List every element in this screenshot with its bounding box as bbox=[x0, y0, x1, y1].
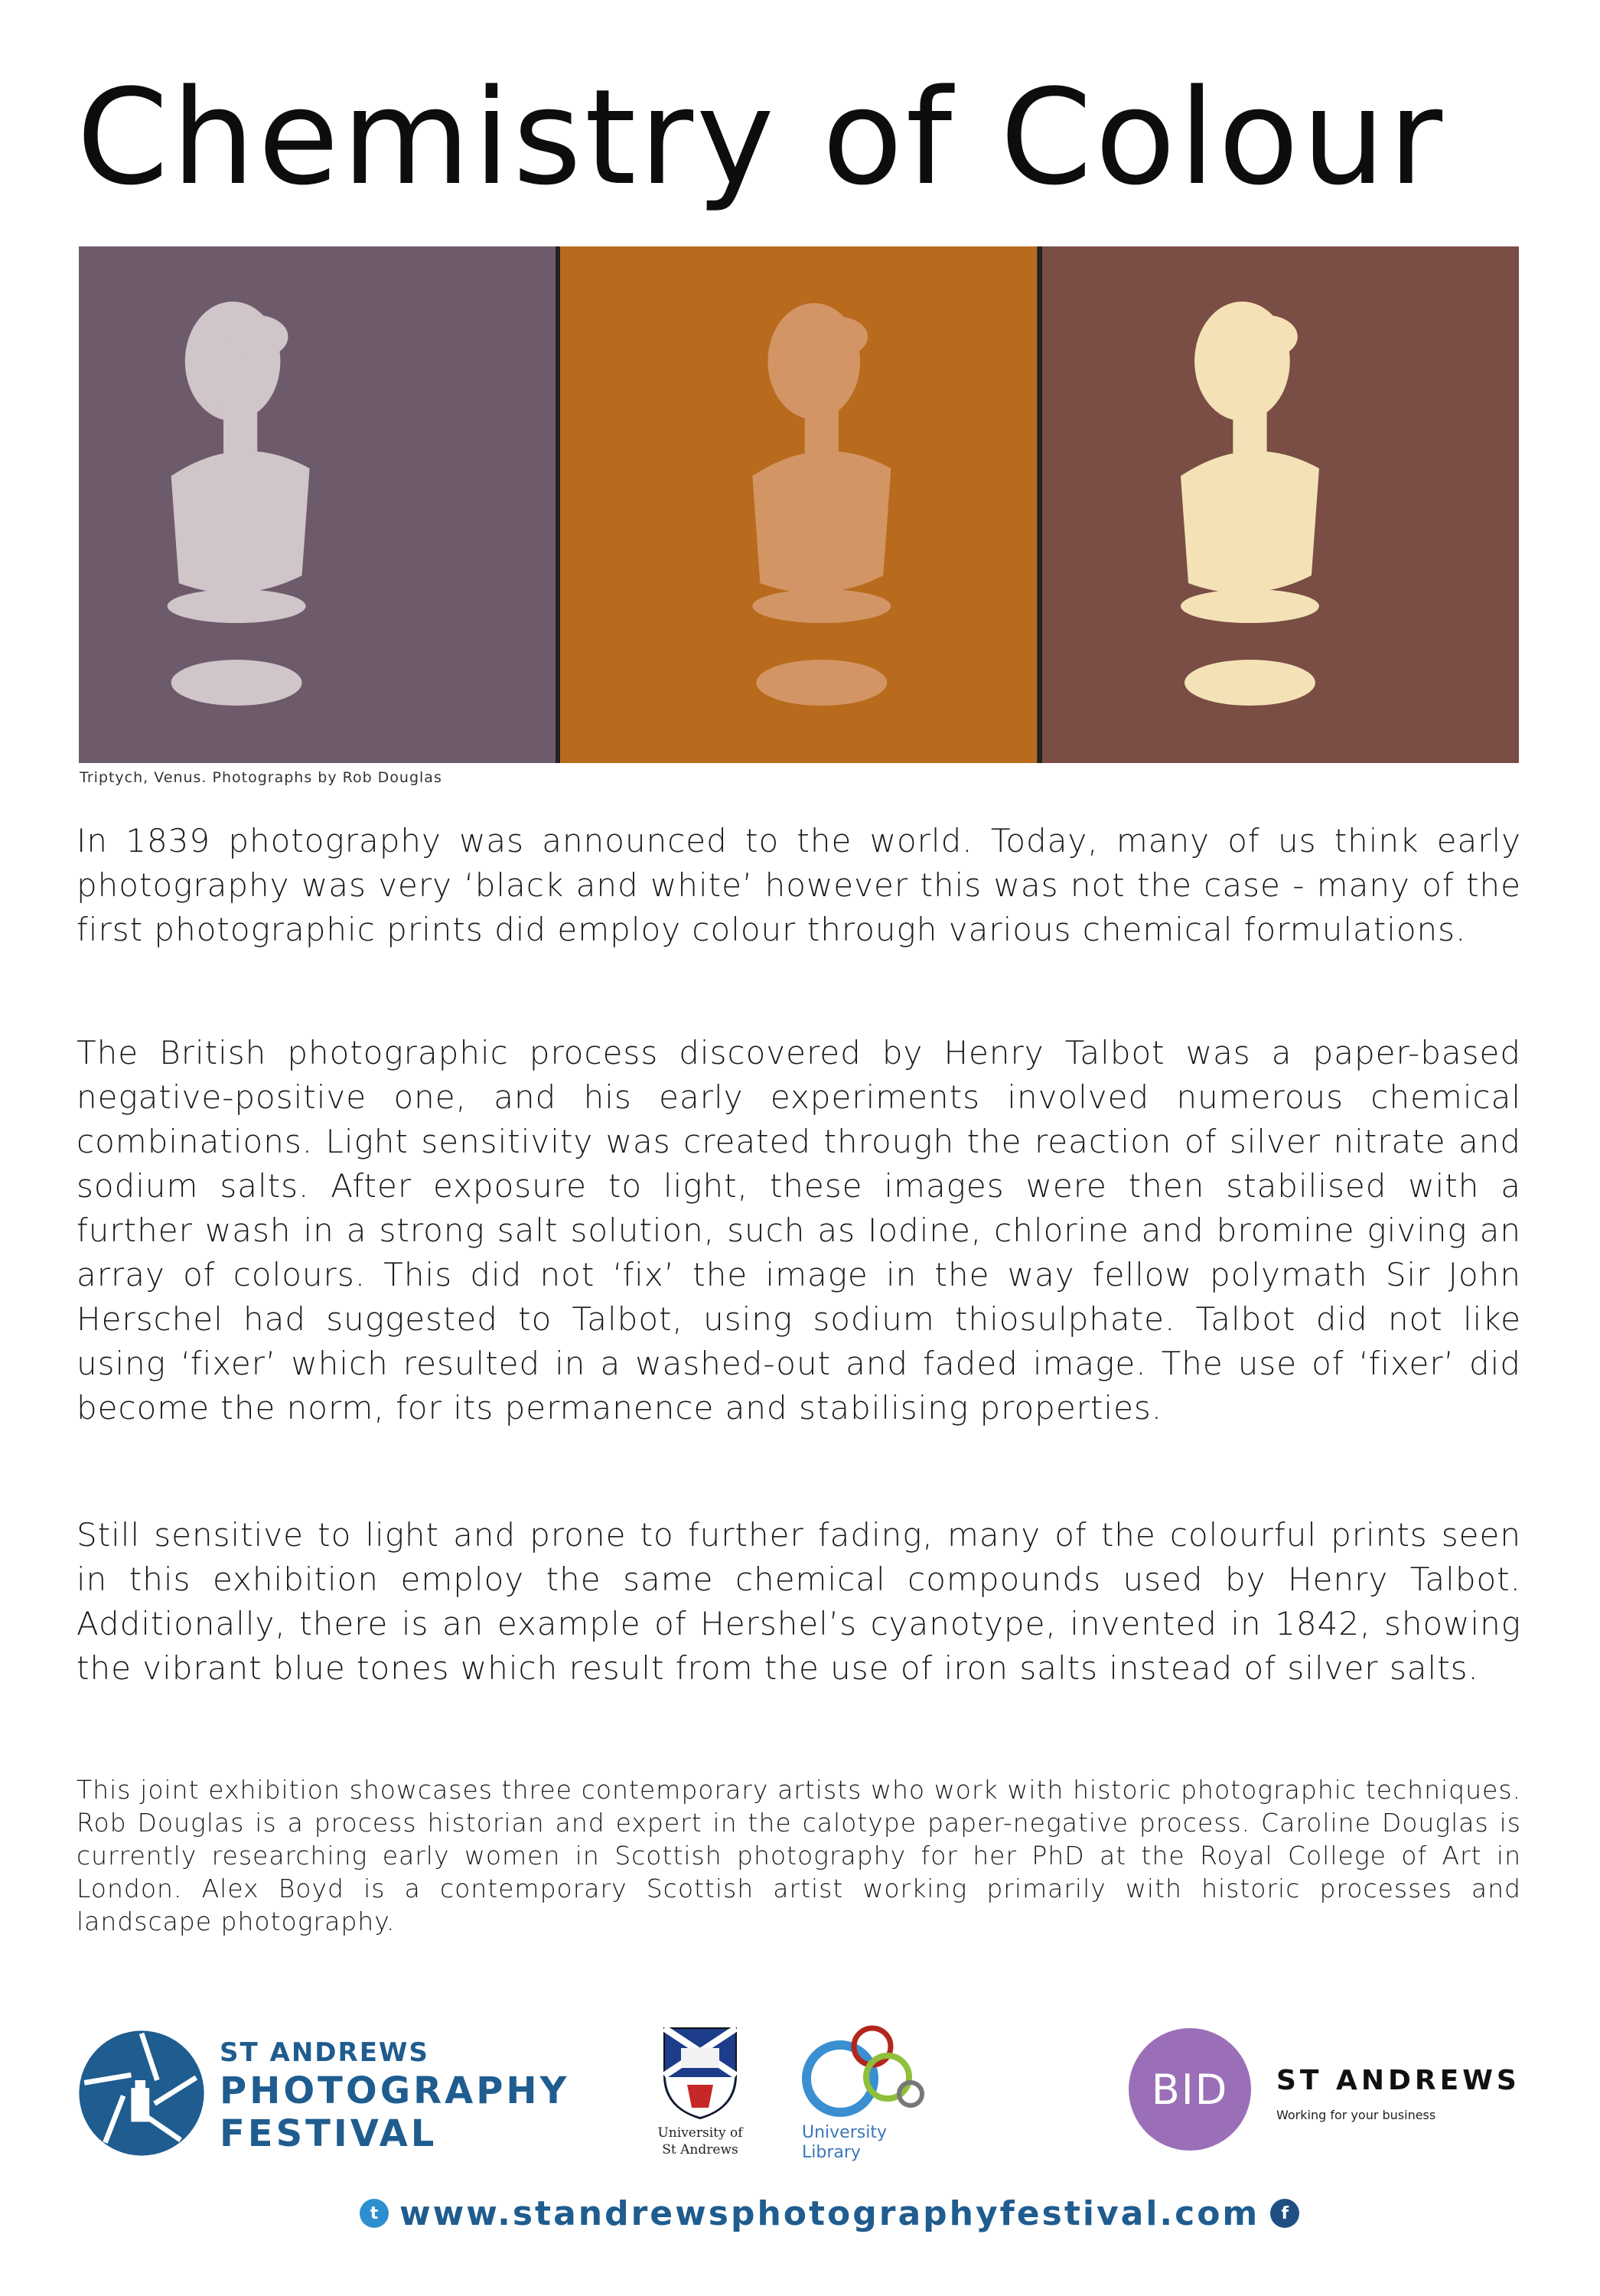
paragraph-talbot: The British photographic process discovered by Henry Talbot was a paper-based negative-positive one, and his early experiments involved numerous chemical combinations. Light sensitivity was created through the reaction of silver nitrate and sodium salts. After exposure to light, these images were then stabilised with a further wash in a strong salt solution, such as Iodine, chlorine and bromine giving an array of colours. This did not ‘fix’ the image in the way fellow polymath Sir John Herschel had suggested to Talbot, using sodium thiosulphate. Talbot did not like using ‘fixer’ which resulted in a washed-out and faded image. The use of ‘fixer’ did become the norm, for its permanence and stabilising properties. bbox=[77, 1034, 1521, 1427]
panel-sepia-print bbox=[1042, 246, 1519, 763]
sponsor-logos bbox=[0, 2020, 1600, 2212]
library-wordmark bbox=[802, 2123, 887, 2163]
facebook-icon[interactable]: f bbox=[1270, 2199, 1299, 2228]
festival-line-1: ST ANDREWS bbox=[220, 2037, 429, 2068]
paragraph-fading: Still sensitive to light and prone to further fading, many of the colourful prints seen in this exhibition employ the same chemical compounds used by Henry Talbot. Additionally, there is an example of Hershel’s cyanotype, invented in 1842, showing the vibrant blue tones which result from the use of iron salts instead of silver salts. bbox=[77, 1516, 1521, 1687]
festival-line-2: PHOTOGRAPHY bbox=[220, 2069, 570, 2112]
festival-aperture-icon bbox=[77, 2028, 207, 2158]
university-line-1: University of bbox=[657, 2125, 743, 2141]
venus-bust-amber bbox=[560, 246, 1037, 763]
festival-wordmark bbox=[220, 2036, 569, 2155]
library-line-2: Library bbox=[802, 2143, 861, 2162]
festival-line-3: FESTIVAL bbox=[220, 2112, 438, 2155]
twitter-icon[interactable]: t bbox=[360, 2199, 389, 2228]
paragraph-artists: This joint exhibition showcases three contemporary artists who work with historic photographic techniques. Rob Douglas is a process historian and expert in the calotype paper-negative process. Caroline Douglas is currently researching early women in Scottish photography for her PhD at the Royal College of Art in London. Alex Boyd is a contemporary Scottish artist working primarily with historic processes and landscape photography. bbox=[77, 1775, 1521, 1936]
paragraph-intro: In 1839 photography was announced to the world. Today, many of us think early photography was very ‘black and white’ however this was not the case - many of the first photographic prints did employ colour through various chemical formulations. bbox=[77, 822, 1521, 948]
image-caption: Triptych, Venus. Photographs by Rob Douglas bbox=[80, 769, 442, 786]
panel-violet-print bbox=[79, 246, 556, 763]
festival-website-link[interactable]: www.standrewsphotographyfestival.com bbox=[399, 2193, 1260, 2233]
university-wordmark bbox=[647, 2125, 754, 2158]
venus-triptych bbox=[79, 246, 1519, 763]
library-rings-icon bbox=[796, 2024, 930, 2127]
footer-url-row bbox=[360, 2190, 1289, 2236]
bid-name: ST ANDREWS bbox=[1276, 2065, 1520, 2096]
library-line-1: University bbox=[802, 2123, 887, 2142]
university-crest-icon bbox=[658, 2022, 742, 2122]
bid-badge: BID bbox=[1129, 2028, 1251, 2151]
university-line-2: St Andrews bbox=[662, 2142, 738, 2157]
venus-bust-sepia bbox=[1042, 246, 1519, 763]
panel-amber-print bbox=[560, 246, 1037, 763]
venus-bust-violet bbox=[79, 246, 556, 763]
bid-tagline: Working for your business bbox=[1276, 2108, 1436, 2122]
page-title: Chemistry of Colour bbox=[77, 60, 1446, 214]
